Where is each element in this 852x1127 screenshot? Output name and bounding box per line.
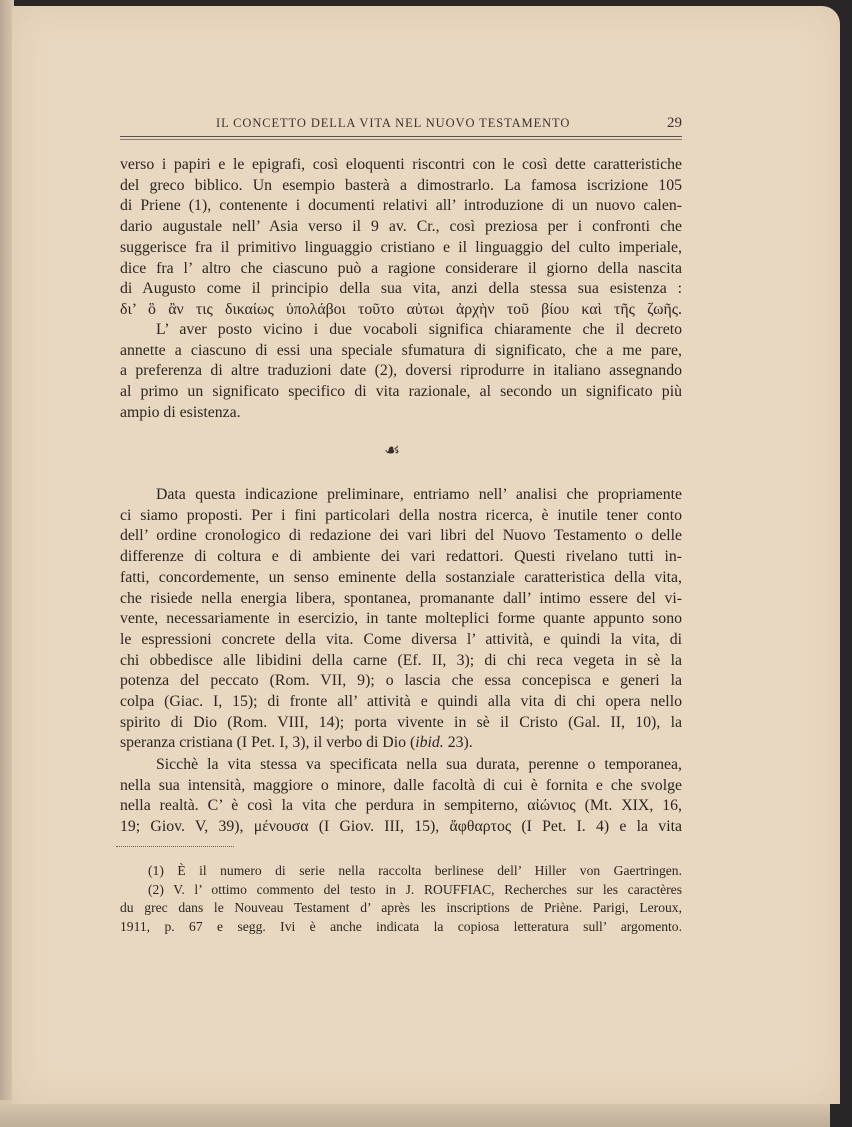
text-line: spirito di Dio (Rom. VIII, 14); porta vivente in sè il Cristo (Gal. II, 10), la [120, 713, 682, 731]
text-line: le espressioni concrete della vita. Come diversa l’ attività, e quindi la vita, di [120, 630, 682, 648]
text-line: dice fra l’ altro che ciascuno può a ragione considerare il giorno della nascita [120, 259, 682, 277]
text-line: nella realtà. C’ è così la vita che perdura in sempiterno, αἰώνιος (Mt. XIX, 16, [120, 797, 682, 815]
running-title: IL CONCETTO DELLA VITA NEL NUOVO TESTAMENTO [216, 116, 571, 130]
text-line: colpa (Giac. I, 15); di fronte all’ attività e quindi alla vita di chi opera nello [120, 693, 682, 711]
text-span: 23). [443, 734, 473, 752]
paragraph-4 [120, 755, 682, 838]
text-line: annette a ciascuno di essi una speciale sfumatura di significato, che a me pare, [120, 341, 682, 359]
greek-quote-line: δι’ ὃ ἂν τις δικαίως ὑπολάβοι τοῦτο αὐτωι ἀρχὴν τοῦ βίου καὶ τῆς ζωῆς. [120, 300, 682, 318]
paragraph-3 [120, 485, 682, 754]
text-line: del greco biblico. Un esempio basterà a dimostrarlo. La famosa iscrizione 105 [120, 176, 682, 194]
footnote-2-cont: du grec dans le Nouveau Testament d’ après les inscriptions de Priène. Parigi, Leroux, [120, 900, 682, 915]
text-line: verso i papiri e le epigrafi, così eloquenti riscontri con le così dette caratteristiche [120, 156, 682, 173]
header-rule [120, 136, 682, 137]
text-line: vente, necessariamente in esercizio, in tante molteplici forme quante appunto sono [120, 610, 682, 628]
text-line: potenza del peccato (Rom. VII, 9); o lascia che essa concepisca e generi la [120, 672, 682, 690]
text-line: Data questa indicazione preliminare, entriamo nell’ analisi che propriamente [156, 486, 682, 503]
text-line: ci siamo proposti. Per i fini particolari della nostra ricerca, è inutile tener conto [120, 506, 682, 524]
text-line: di Augusto come il principio della sua vita, anzi della stessa sua esistenza : [120, 280, 682, 298]
text-line: nella sua intensità, maggiore o minore, dalle facoltà di cui è fornita e che svolge [120, 776, 682, 794]
footnote-1: (1) È il numero di serie nella raccolta berlinese dell’ Hiller von Gaertringen. [148, 863, 682, 878]
text-line: differenze di coltura e di ambiente dei vari redattori. Questi rivelano tutti in- [120, 548, 682, 566]
text-line: al primo un significato specifico di vita razionale, al secondo un significato più [120, 383, 682, 401]
paragraph-1 [120, 155, 682, 321]
text-line: Sicchè la vita stessa va specificata nella sua durata, perenne o temporanea, [156, 756, 682, 773]
text-line: dario augustale nell’ Asia verso il 9 av. Cr., così preziosa per i confronti che [120, 218, 682, 236]
text-line: dell’ ordine cronologico di redazione dei vari libri del Nuovo Testamento o delle [120, 527, 682, 545]
text-line: L’ aver posto vicino i due vocaboli significa chiaramente che il decreto [156, 321, 682, 338]
italic-abbrev: ibid. [415, 734, 444, 752]
text-line [120, 733, 682, 754]
text-line: fatti, concordemente, un senso eminente della sostanziale caratteristica della vita, [120, 568, 682, 586]
footnote-2-cont: 1911, p. 67 e segg. Ivi è anche indicata la copiosa letteratura sull’ argomento. [120, 918, 682, 934]
underlying-pages [0, 1100, 830, 1127]
page-number: 29 [667, 115, 682, 131]
text-line: suggerisce fra il primitivo linguaggio cristiano e il linguaggio del culto imperiale, [120, 238, 682, 256]
text-span: speranza cristiana (I Pet. I, 3), il verbo di Dio ( [120, 734, 416, 752]
footnote-separator [116, 846, 234, 847]
paragraph-2 [120, 320, 682, 424]
footnote-2: (2) V. l’ ottimo commento del testo in J. ROUFFIAC, Recherches sur les caractères [148, 881, 682, 897]
header-rule-double [120, 139, 682, 140]
text-line: ampio di esistenza. [120, 403, 241, 421]
text-line: di Priene (1), contenente i documenti relativi all’ introduzione di un nuovo calen- [120, 197, 682, 215]
footnotes [120, 862, 682, 936]
text-line: chi obbedisce alle libidini della carne (Ef. II, 3); di chi reca vegeta in sè la [120, 651, 682, 669]
text-line: 19; Giov. V, 39), μένουσα (I Giov. III, 15), ἄφθαρτος (I Pet. I. 4) e la vita [120, 818, 682, 836]
fleuron-ornament-icon: ☙ [384, 440, 401, 460]
text-line: che risiede nella energia libera, spontanea, promanante dall’ intimo essere del vi- [120, 589, 682, 607]
text-line: a preferenza di altre traduzioni date (2), doversi riprodurre in italiano assegnando [120, 362, 682, 380]
